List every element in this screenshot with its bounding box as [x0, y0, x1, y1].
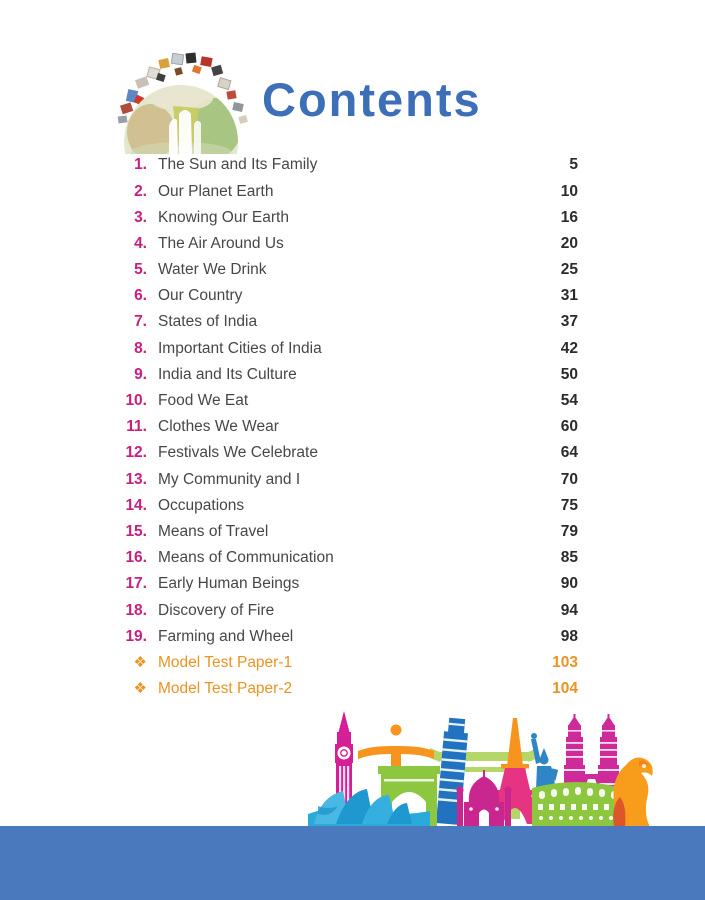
toc-entry-page: 60 [560, 418, 578, 436]
toc-entry-number: 19. [125, 627, 147, 645]
toc-entry-number: 12. [125, 444, 147, 462]
toc-entry-title: Important Cities of India [158, 339, 322, 357]
toc-row [120, 492, 578, 518]
toc-row [120, 178, 578, 204]
toc-row [120, 152, 578, 178]
toc-entry-page: 5 [569, 156, 578, 174]
toc-entry-page: 50 [560, 365, 578, 383]
toc-entry-title: Means of Communication [158, 549, 334, 567]
toc-entry-number: 4. [134, 234, 147, 252]
toc-row [120, 519, 578, 545]
toc-entry-number: ❖ [133, 680, 147, 698]
toc-entry-number: 3. [134, 208, 147, 226]
toc-entry-number: ❖ [133, 654, 147, 672]
toc-entry-title: Festivals We Celebrate [158, 444, 318, 462]
toc-row [120, 257, 578, 283]
toc-row [120, 676, 578, 702]
toc-entry-title: Water We Drink [158, 261, 267, 279]
toc-entry-number: 7. [134, 313, 147, 331]
toc-entry-title: Model Test Paper-1 [158, 653, 293, 671]
toc-row [120, 204, 578, 230]
toc-entry-number: 2. [134, 182, 147, 200]
toc-entry-title: Knowing Our Earth [158, 208, 289, 226]
toc-row [120, 388, 578, 414]
toc-entry-title: Farming and Wheel [158, 627, 294, 645]
toc-row [120, 309, 578, 335]
toc-entry-title: Our Country [158, 287, 243, 305]
toc-entry-number: 16. [125, 549, 147, 567]
toc-entry-title: The Sun and Its Family [158, 156, 318, 174]
toc-entry-page: 75 [560, 496, 578, 514]
toc-entry-number: 6. [134, 287, 147, 305]
toc-entry-page: 85 [560, 549, 578, 567]
toc-entry-title: States of India [158, 313, 258, 331]
toc-entry-page: 103 [552, 653, 578, 671]
toc-entry-page: 104 [552, 680, 578, 698]
colosseum-icon [532, 782, 622, 827]
world-landmarks-skyline-icon [308, 706, 660, 827]
toc-entry-number: 5. [134, 261, 147, 279]
toc-entry-page: 98 [560, 627, 578, 645]
toc-entry-number: 15. [125, 522, 147, 540]
toc-entry-page: 25 [560, 261, 578, 279]
toc-entry-title: Early Human Beings [158, 575, 300, 593]
toc-row [120, 545, 578, 571]
page-title: Contents [262, 73, 482, 126]
toc-entry-number: 14. [125, 496, 147, 514]
toc-row [120, 283, 578, 309]
toc-entry-number: 9. [134, 365, 147, 383]
toc-entry-page: 31 [560, 287, 578, 305]
toc-list [120, 152, 578, 702]
toc-entry-page: 90 [560, 575, 578, 593]
toc-entry-page: 64 [560, 444, 578, 462]
toc-row [120, 597, 578, 623]
toc-entry-title: Occupations [158, 496, 245, 514]
toc-row [120, 440, 578, 466]
toc-row [120, 623, 578, 649]
toc-entry-page: 42 [560, 339, 578, 357]
toc-entry-page: 16 [560, 208, 578, 226]
toc-entry-title: Food We Eat [158, 392, 249, 410]
toc-entry-title: Model Test Paper-2 [158, 680, 293, 698]
globe-with-travel-collage-icon [115, 46, 250, 154]
toc-entry-title: Means of Travel [158, 522, 269, 540]
globe-sphere [124, 85, 241, 154]
toc-entry-page: 20 [560, 234, 578, 252]
toc-entry-title: The Air Around Us [158, 234, 284, 252]
toc-entry-number: 17. [125, 575, 147, 593]
toc-entry-title: India and Its Culture [158, 365, 297, 383]
toc-entry-number: 8. [134, 339, 147, 357]
toc-entry-title: Clothes We Wear [158, 418, 279, 436]
toc-entry-page: 79 [560, 522, 578, 540]
toc-entry-number: 10. [125, 392, 147, 410]
toc-entry-page: 70 [560, 470, 578, 488]
toc-entry-number: 18. [125, 601, 147, 619]
toc-row [120, 362, 578, 388]
toc-row [120, 466, 578, 492]
toc-entry-page: 54 [560, 392, 578, 410]
footer-bar [0, 826, 705, 900]
toc-row [120, 650, 578, 676]
toc-row [120, 571, 578, 597]
toc-entry-title: Our Planet Earth [158, 182, 274, 200]
toc-entry-title: My Community and I [158, 470, 301, 488]
toc-entry-page: 10 [560, 182, 578, 200]
toc-row [120, 231, 578, 257]
toc-row [120, 414, 578, 440]
toc-entry-number: 13. [125, 470, 147, 488]
toc-entry-number: 1. [134, 156, 147, 174]
toc-row [120, 335, 578, 361]
toc-entry-page: 37 [560, 313, 578, 331]
merlion-icon [613, 757, 652, 827]
toc-entry-page: 94 [560, 601, 578, 619]
toc-entry-number: 11. [126, 418, 147, 436]
toc-entry-title: Discovery of Fire [158, 601, 275, 619]
